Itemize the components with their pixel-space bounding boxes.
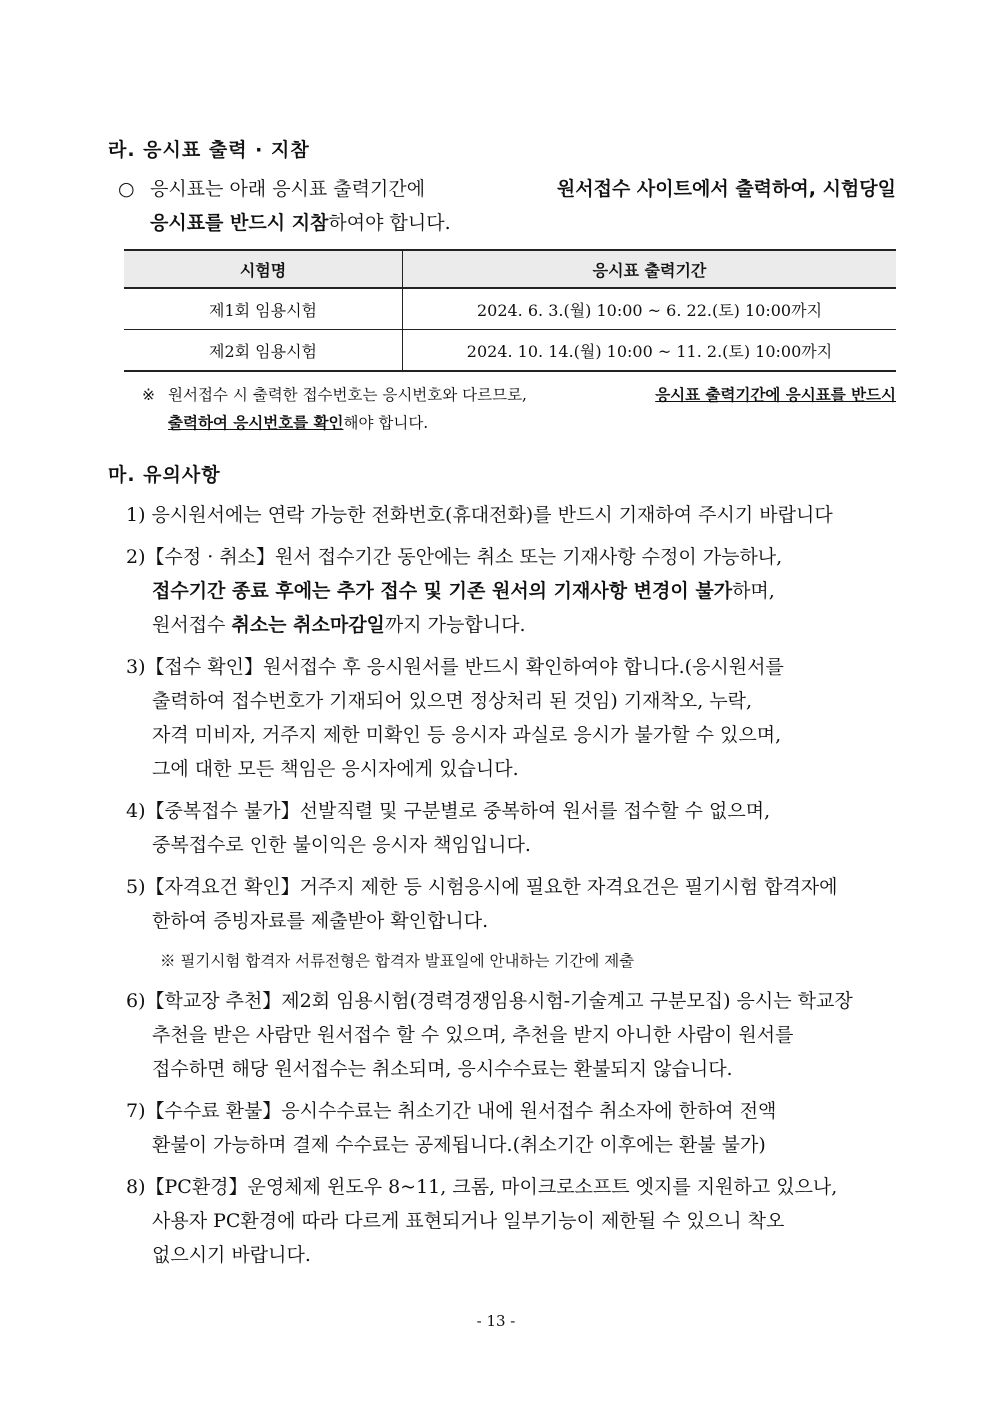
section-heading-ma: 마. 유의사항 <box>108 464 221 486</box>
notice-item-5-line2: 한하여 증빙자료를 제출받아 확인합니다. <box>152 910 489 932</box>
bullet-circle: ○ <box>118 178 135 200</box>
note-line2 <box>168 410 428 436</box>
notice-item-6-line3: 접수하면 해당 원서접수는 취소되며, 응시수수료는 환불되지 않습니다. <box>152 1058 733 1080</box>
notice-item-7-line2: 환불이 가능하며 결제 수수료는 공제됩니다.(취소기간 이후에는 환불 불가) <box>152 1134 766 1156</box>
notice-item-7-line1: 7)【수수료 환불】응시수수료는 취소기간 내에 원서접수 취소자에 한하여 전액 <box>126 1100 777 1122</box>
notice-item-8-line3: 없으시기 바랍니다. <box>152 1244 311 1266</box>
paragraph-ra-emphasis: 원서접수 사이트에서 출력하여, 시험당일 <box>556 178 896 200</box>
notice-item-2-line2 <box>152 578 775 604</box>
notice-item-3-line4: 그에 대한 모든 책임은 응시자에게 있습니다. <box>152 758 519 780</box>
paragraph-ra-line2 <box>150 210 451 236</box>
notice-item-3-line2: 출력하여 접수번호가 기재되어 있으면 정상처리 된 것임) 기재착오, 누락, <box>152 690 753 712</box>
note-mark: ※ <box>142 386 155 404</box>
note-emphasis: 응시표 출력기간에 응시표를 반드시 <box>655 386 896 404</box>
notice-item-1: 1) 응시원서에는 연락 가능한 전화번호(휴대전화)를 반드시 기재하여 주시기 바랍니다 <box>126 504 833 526</box>
notice-item-8-line2: 사용자 PC환경에 따라 다르게 표현되거나 일부기능이 제한될 수 있으니 착오 <box>152 1210 785 1232</box>
note-emphasis2: 출력하여 응시번호를 확인 <box>168 414 344 432</box>
notice-item-3-line1: 3)【접수 확인】원서접수 후 응시원서를 반드시 확인하여야 합니다.(응시원서를 <box>126 656 784 678</box>
section-heading-ra: 라. 응시표 출력 · 지참 <box>108 139 310 161</box>
table-row <box>124 288 896 330</box>
notice-item-2-emphasis2: 취소는 취소마감일 <box>231 614 385 636</box>
notice-item-6-line1: 6)【학교장 추천】제2회 임용시험(경력경쟁임용시험-기술계고 구분모집) 응시는 학교장 <box>126 990 853 1012</box>
page-number: - 13 - <box>476 1312 516 1330</box>
table-row <box>124 330 896 372</box>
notice-item-2-tail2: 까지 가능합니다. <box>384 614 526 636</box>
notice-item-8-line1: 8)【PC환경】운영체제 윈도우 8~11, 크롬, 마이크로소프트 엣지를 지원하고 있으나, <box>126 1176 838 1198</box>
notice-item-2-text: 원서접수 <box>152 614 232 636</box>
notice-item-4-line2: 중복접수로 인한 불이익은 응시자 책임입니다. <box>152 834 531 856</box>
table-cell-exam: 제2회 임용시험 <box>124 330 403 372</box>
paragraph-ra-tail: 하여야 합니다. <box>328 212 451 234</box>
notice-item-2-tail: 하며, <box>732 580 775 602</box>
notice-item-2-line1: 2)【수정 · 취소】원서 접수기간 동안에는 취소 또는 기재사항 수정이 가능하나, <box>126 546 783 568</box>
paragraph-ra-line1 <box>150 176 896 202</box>
paragraph-ra-text: 응시표는 아래 응시표 출력기간에 <box>150 178 426 200</box>
table-cell-period: 2024. 6. 3.(월) 10:00 ~ 6. 22.(토) 10:00까지 <box>403 288 897 330</box>
notice-item-2-line3 <box>152 612 525 638</box>
notice-item-4-line1: 4)【중복접수 불가】선발직렬 및 구분별로 중복하여 원서를 접수할 수 없으며, <box>126 800 771 822</box>
table-cell-period: 2024. 10. 14.(월) 10:00 ~ 11. 2.(토) 10:00까지 <box>403 330 897 372</box>
table-cell-exam: 제1회 임용시험 <box>124 288 403 330</box>
note-text: 원서접수 시 출력한 접수번호는 응시번호와 다르므로, <box>168 386 527 404</box>
note-tail: 해야 합니다. <box>343 414 429 432</box>
paragraph-ra-emphasis2: 응시표를 반드시 지참 <box>150 212 329 234</box>
admission-ticket-schedule-table <box>124 249 896 372</box>
table-header-row <box>124 250 896 288</box>
notice-item-3-line3: 자격 미비자, 거주지 제한 미확인 등 응시자 과실로 응시가 불가할 수 있으며, <box>152 724 782 746</box>
note-line1 <box>168 382 896 408</box>
notice-item-6-line2: 추천을 받은 사람만 원서접수 할 수 있으며, 추천을 받지 아니한 사람이 원서를 <box>152 1024 794 1046</box>
table-header-exam: 시험명 <box>124 250 403 288</box>
notice-item-5-note: ※ 필기시험 합격자 서류전형은 합격자 발표일에 안내하는 기간에 제출 <box>160 952 635 970</box>
notice-item-5-line1: 5)【자격요건 확인】거주지 제한 등 시험응시에 필요한 자격요건은 필기시험 합격자에 <box>126 876 838 898</box>
table-header-period: 응시표 출력기간 <box>403 250 897 288</box>
notice-item-2-emphasis: 접수기간 종료 후에는 추가 접수 및 기존 원서의 기재사항 변경이 불가 <box>152 580 733 602</box>
